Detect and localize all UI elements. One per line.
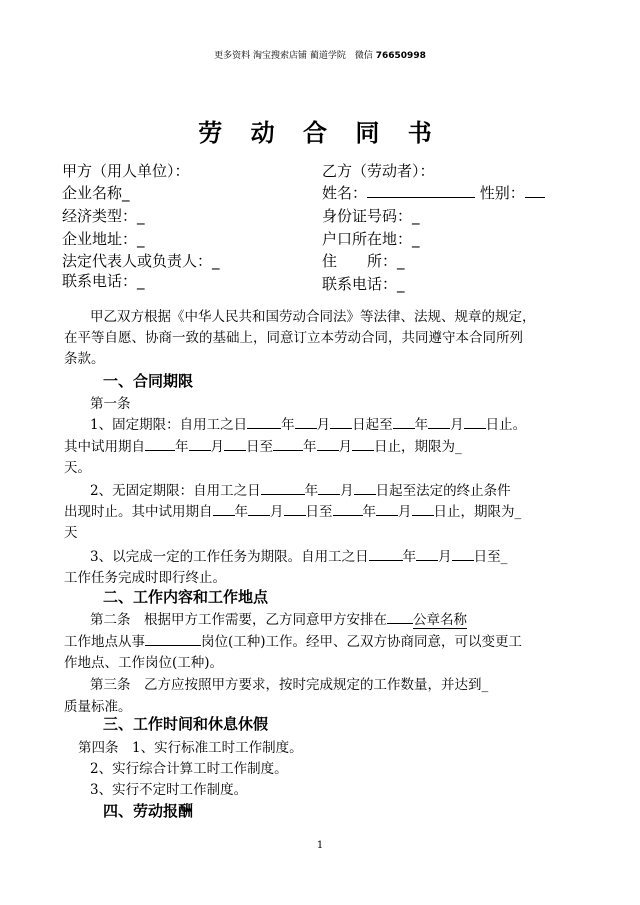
blank [333, 501, 363, 516]
article-2-line-1: 第二条 根据甲方工作需要，乙方同意甲方安排在 公章名称 [90, 608, 467, 628]
blank [416, 546, 438, 561]
fixed-term-line-2: 其中试用期自 年 月 日至 年 月 日止，期限为_ [64, 435, 462, 455]
task-term-line-1: 3、以完成一定的工作任务为期限。自用工之日 年 月 日至_ [90, 545, 507, 565]
party-a-econ-type: 经济类型：_ [62, 207, 145, 225]
blank [248, 501, 270, 516]
blank [273, 436, 303, 451]
article-2-line-3: 作地点、工作岗位(工种)。 [64, 655, 224, 671]
fixed-term-line-3: 天。 [64, 460, 91, 476]
blank [145, 436, 175, 451]
blank [318, 480, 340, 495]
party-b-name-label: 姓名： [322, 184, 368, 202]
blank [295, 414, 317, 429]
fixed-term-line-1: 1、固定期限：自用工之日 年 月 日起至 年 月 日止。 [90, 413, 526, 433]
section-2-title: 二、工作内容和工作地点 [103, 588, 269, 606]
party-b-heading: 乙方（劳动者）： [322, 162, 435, 180]
party-b-name-row [322, 182, 545, 203]
party-b-id-number: 身份证号码：_ [322, 207, 420, 225]
nonfixed-term-line-2: 出现时止。其中试用期自 年 月 日至 年 月 日止，期限为_ [64, 500, 521, 520]
article-4-item-3: 3、实行不定时工作制度。 [90, 782, 248, 798]
blank [428, 414, 450, 429]
blank [189, 436, 211, 451]
article-4-item-2: 2、实行综合计算工时工作制度。 [90, 761, 288, 777]
header-wechat-number: 76650998 [375, 51, 426, 61]
gender-blank [525, 183, 545, 198]
blank [247, 414, 281, 429]
intro-line-3: 条款。 [64, 351, 105, 367]
blank [317, 436, 339, 451]
blank [224, 436, 246, 451]
party-a-heading: 甲方（用人单位）： [62, 162, 190, 180]
nonfixed-term-line-1: 2、无固定期限：自用工之日 年 月 日起至法定的终止条件 [90, 479, 511, 499]
party-b-residence: 住 所：_ [322, 252, 405, 270]
blank [330, 414, 352, 429]
blank [352, 436, 374, 451]
party-b-hukou: 户口所在地：_ [322, 230, 420, 248]
party-b-gender-label: 性别： [479, 184, 525, 202]
party-a-legal-rep: 法定代表人或负责人：_ [62, 252, 220, 270]
blank [464, 414, 486, 429]
section-3-title: 三、工作时间和休息休假 [103, 715, 269, 733]
blank [261, 480, 305, 495]
intro-line-2: 在平等自愿、协商一致的基础上，同意订立本劳动合同，共同遵守本合同所列 [64, 330, 523, 346]
blank [284, 501, 306, 516]
blank [369, 546, 403, 561]
document-title: 劳 动 合 同 书 [198, 118, 442, 147]
article-1-label: 第一条 [90, 396, 131, 412]
article-3-line-1: 第三条 乙方应按照甲方要求，按时完成规定的工作数量，并达到_ [90, 677, 489, 693]
section-1-title: 一、合同期限 [103, 372, 194, 390]
blank [452, 546, 474, 561]
blank [354, 480, 376, 495]
name-blank [367, 183, 475, 198]
party-a-phone: 联系电话：_ [62, 272, 145, 290]
article-2-line-2: 工作地点从事 岗位(工种)工作。经甲、乙双方协商同意，可以变更工 [64, 630, 522, 650]
article-4-item-1: 第四条 1、实行标准工时工作制度。 [78, 740, 303, 756]
party-a-company-name: 企业名称_ [62, 184, 130, 202]
company-seal-name: 公章名称 [413, 612, 467, 628]
task-term-line-2: 工作任务完成时即行终止。 [64, 570, 226, 586]
party-b-phone: 联系电话：_ [322, 275, 405, 293]
nonfixed-term-line-3: 天 [64, 525, 78, 541]
position-blank [145, 631, 201, 646]
blank [393, 414, 415, 429]
article-3-line-2: 质量标准。 [64, 699, 132, 715]
blank [412, 501, 434, 516]
section-4-title: 四、劳动报酬 [103, 802, 194, 820]
intro-line-1: 甲乙双方根据《中华人民共和国劳动合同法》等法律、法规、规章的规定， [90, 309, 536, 325]
page-number: 1 [316, 840, 324, 851]
blank [387, 609, 413, 624]
page-header [0, 48, 640, 61]
blank [376, 501, 398, 516]
header-text: 更多资料 淘宝搜索店铺 蔺道学院 微信 [214, 51, 373, 61]
blank [213, 501, 235, 516]
party-a-address: 企业地址：_ [62, 230, 145, 248]
